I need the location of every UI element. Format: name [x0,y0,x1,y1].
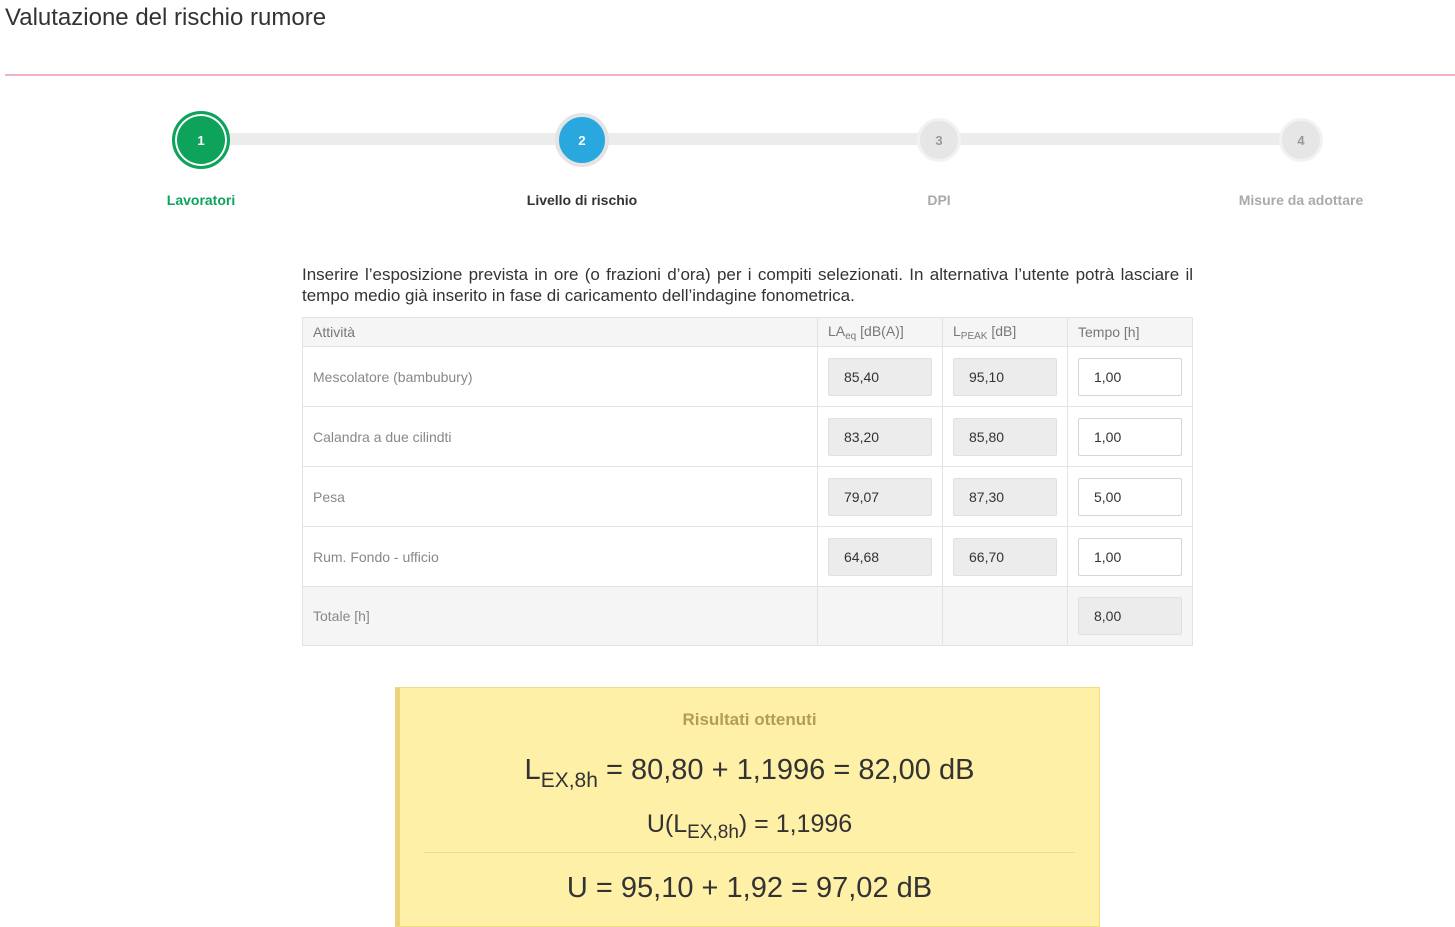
header-activity: Attività [303,318,818,347]
table-row [303,527,1193,587]
time-input[interactable]: 1,00 [1078,538,1182,576]
laeq-cell [818,467,943,527]
lpeak-readonly-field: 87,30 [953,478,1057,516]
laeq-readonly-field: 85,40 [828,358,932,396]
step-2-number: 2 [578,132,586,148]
laeq-readonly-field: 83,20 [828,418,932,456]
table-row [303,467,1193,527]
activity-name: Calandra a due cilindti [303,407,818,467]
time-input[interactable]: 1,00 [1078,418,1182,456]
page-title: Valutazione del rischio rumore [5,4,327,31]
time-cell [1068,527,1193,587]
time-cell [1068,347,1193,407]
header-lpeak-subscript: PEAK [960,330,988,342]
laeq-cell [818,407,943,467]
step-4-number: 4 [1297,132,1305,148]
u-lex-subscript: EX,8h [687,822,739,843]
u-lex-suffix: ) = 1,1996 [738,810,853,838]
stepper-track [201,133,1301,145]
instructions-text: Inserire l’esposizione prevista in ore (o frazioni d’ora) per i compiti selezionati. In alternativa l’utente potrà lasciare il tempo medio già inserito in fase di caricamento dell’indagine fonometrica. [302,265,1193,305]
lex-formula [400,754,1099,793]
header-time: Tempo [h] [1068,318,1193,347]
laeq-readonly-field: 79,07 [828,478,932,516]
lpeak-readonly-field: 85,80 [953,418,1057,456]
title-divider [5,74,1455,76]
step-4-label[interactable]: Misure da adottare [1238,192,1364,208]
total-row [303,587,1193,646]
results-panel [395,687,1100,927]
step-4-circle[interactable] [1279,118,1323,162]
laeq-readonly-field: 64,68 [828,538,932,576]
activity-name: Pesa [303,467,818,527]
total-empty-cell [818,587,943,646]
activities-table [302,317,1193,646]
header-laeq-unit: [dB(A)] [856,322,904,339]
lpeak-cell [943,467,1068,527]
step-1-circle[interactable] [172,111,230,169]
time-input[interactable]: 1,00 [1078,358,1182,396]
header-lpeak [943,318,1068,347]
step-1-number: 1 [197,132,205,148]
results-divider [424,852,1075,853]
activity-name: Mescolatore (bambubury) [303,347,818,407]
step-3-circle[interactable] [917,118,961,162]
lpeak-cell [943,347,1068,407]
header-lpeak-unit: [dB] [987,322,1017,339]
lex-expression: = 80,80 + 1,1996 = 82,00 dB [597,754,975,786]
step-2-circle[interactable] [555,113,609,167]
lex-subscript: EX,8h [540,769,598,792]
table-header-row [303,318,1193,347]
lpeak-readonly-field: 95,10 [953,358,1057,396]
step-2-label[interactable]: Livello di rischio [526,192,638,208]
lpeak-cell [943,407,1068,467]
table-row [303,407,1193,467]
header-laeq [818,318,943,347]
total-time-field: 8,00 [1078,597,1182,635]
laeq-cell [818,347,943,407]
step-3-label[interactable]: DPI [927,192,951,208]
activity-name: Rum. Fondo - ufficio [303,527,818,587]
time-cell [1068,467,1193,527]
total-empty-cell [943,587,1068,646]
lex-symbol: L [524,754,541,786]
header-laeq-symbol: LA [828,322,846,339]
laeq-cell [818,527,943,587]
table-row [303,347,1193,407]
step-3-number: 3 [935,132,943,148]
total-label: Totale [h] [303,587,818,646]
time-input[interactable]: 5,00 [1078,478,1182,516]
time-cell [1068,407,1193,467]
step-1-label[interactable]: Lavoratori [166,192,236,208]
total-time-cell [1068,587,1193,646]
lpeak-readonly-field: 66,70 [953,538,1057,576]
uncertainty-lex-formula [400,810,1099,844]
header-laeq-subscript: eq [845,330,857,342]
u-lex-prefix: U(L [646,810,688,838]
u-formula: U = 95,10 + 1,92 = 97,02 dB [566,872,933,904]
header-lpeak-symbol: L [953,322,961,339]
lpeak-cell [943,527,1068,587]
results-title: Risultati ottenuti [682,710,817,729]
